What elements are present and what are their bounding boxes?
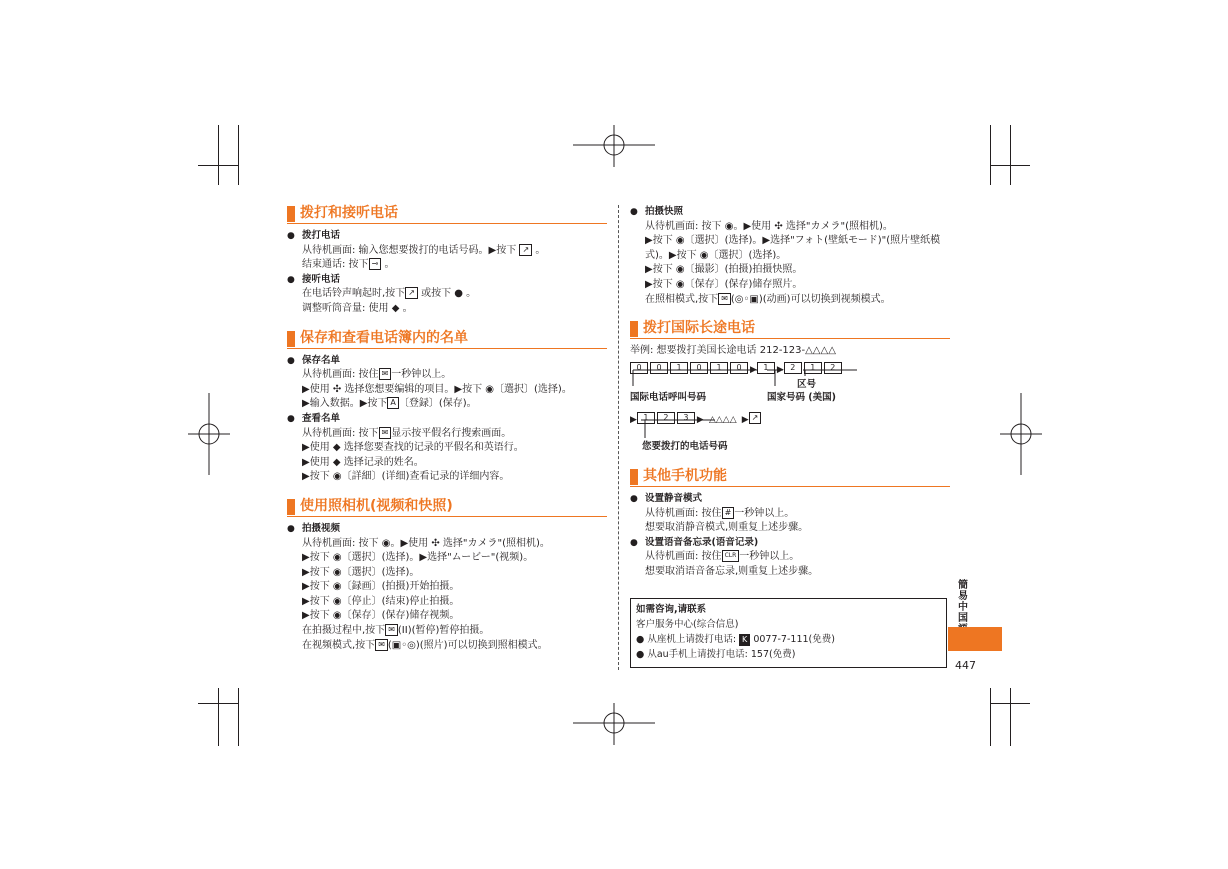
digit-box: 0 [630, 362, 648, 374]
hash-key-icon: # [722, 507, 735, 519]
heading-bar [287, 499, 295, 515]
text-line: ▶按下 ◉〔録画〕(拍摄)开始拍摄。 [302, 581, 460, 593]
text: 一秒钟以上。 [734, 507, 795, 519]
number-bracket-line [635, 418, 725, 440]
digit-box: 1 [710, 362, 728, 374]
crop-mark [218, 688, 219, 746]
text: 0077-7-111(免费) [753, 634, 835, 645]
arrow-icon: ▶ [750, 365, 757, 375]
bullet-heading: ● 拍摄快照 [630, 205, 950, 220]
text-line: ▶使用 ✣ 选择您想要编辑的项目。▶按下 ◉〔選択〕(选择)。 [302, 383, 572, 395]
registration-mark-top [573, 125, 655, 167]
contact-subtitle: 客户服务中心(综合信息) [636, 619, 739, 630]
contact-title: 如需咨询,请联系 [636, 604, 707, 615]
text-line: ▶按下 ◉〔停止〕(结束)停止拍摄。 [302, 595, 460, 607]
side-tab-label: 簡易中国 [958, 580, 968, 624]
text-line: ▶按下 ◉〔詳細〕(详细)查看记录的详细内容。 [302, 471, 510, 483]
registration-mark-left [188, 393, 230, 475]
call-key-icon: ↗ [749, 412, 762, 424]
text-line: 从待机画面: 输入您想要拨打的电话号码。▶按下 ↗ 。 [302, 244, 546, 256]
bullet-heading: ● 设置静音模式 [630, 492, 950, 507]
text: 一秒钟以上。 [391, 369, 452, 381]
mail-key-icon: ✉ [375, 639, 388, 651]
crop-mark [990, 125, 991, 185]
mail-key-icon: ✉ [379, 368, 392, 380]
call-key-icon: ↗ [519, 244, 532, 256]
crop-mark [990, 688, 991, 746]
column-divider [618, 205, 619, 670]
text: ( [387, 639, 392, 651]
text-line: ▶按下 ◉〔撮影〕(拍摄)拍摄快照。 [645, 264, 803, 276]
photo-video-icon: ◎◦▣ [734, 293, 759, 305]
text-line: 调整听筒音量: 使用 ◆ 。 [302, 302, 413, 314]
text-line: 式)。▶按下 ◉〔選択〕(选择)。 [645, 249, 787, 261]
text: 显示按平假名行搜索画面。 [391, 427, 512, 439]
side-tab [948, 627, 1002, 651]
text-line: 从待机画面: 按下 ◉。▶使用 ✣ 选择"カメラ"(照相机)。 [302, 537, 550, 549]
mail-key-icon: ✉ [385, 624, 398, 636]
mail-key-icon: ✉ [379, 427, 392, 439]
intl-code-label: 国际电话呼叫号码 [630, 392, 707, 403]
digit-box: 1 [637, 412, 655, 424]
text-line: ▶使用 ◆ 选择您要查找的记录的平假名和英语行。 [302, 442, 524, 454]
digit-box: 2 [824, 362, 842, 374]
video-photo-icon: ▣◦◎ [391, 639, 416, 651]
text-line: ▶按下 ◉〔選択〕(选择)。 [302, 566, 420, 578]
text: ( [730, 293, 735, 305]
text-line: ▶按下 ◉〔保存〕(保存)储存照片。 [645, 278, 803, 290]
crop-mark [218, 125, 219, 185]
digit-box: 2 [657, 412, 675, 424]
crop-mark [1010, 688, 1011, 746]
crop-mark [238, 688, 239, 746]
section-title: 保存和查看电话簿内的名单 [300, 329, 468, 346]
text-line: 从待机画面: 按下 ◉。▶使用 ✣ 选择"カメラ"(照相机)。 [645, 220, 893, 232]
text-line [287, 397, 607, 412]
mail-key-icon: ✉ [718, 293, 731, 305]
heading-bar [287, 206, 295, 222]
text-line: ▶按下 ◉〔選択〕(选择)。▶选择"ムービー"(视频)。 [302, 552, 534, 564]
digit-box: 0 [650, 362, 668, 374]
contact-box [630, 598, 947, 668]
heading-bar [630, 469, 638, 485]
text: )(动画)可以切换到视频模式。 [758, 293, 891, 305]
text: 从待机画面: 按下 [302, 427, 379, 439]
text-line [630, 550, 950, 565]
text: 一秒钟以上。 [739, 551, 800, 563]
text: 从待机画面: 按住 [645, 507, 722, 519]
registration-mark-bottom [573, 703, 655, 745]
text-line [630, 507, 950, 522]
arrow-icon: ▶ [696, 415, 704, 425]
bullet-heading: ● 拨打电话 [287, 229, 607, 244]
section-heading [287, 330, 607, 349]
text-line [630, 293, 950, 308]
bullet-heading: ● 设置语音备忘录(语音记录) [630, 536, 950, 551]
arrow-icon: ▶ [630, 415, 637, 425]
text-line [287, 624, 607, 639]
bullet-heading: ● 接听电话 [287, 273, 607, 288]
arrow-icon: ▶ [741, 415, 749, 425]
section-heading [287, 498, 607, 517]
triangles: △△△△ [708, 415, 737, 425]
text: 结束通话: 按下 [302, 259, 369, 271]
text: 或按下 [421, 288, 452, 300]
text-line: 想要取消静音模式,则重复上述步骤。 [645, 522, 809, 534]
crop-mark [1010, 125, 1011, 185]
digit-box: 0 [730, 362, 748, 374]
section-title: 使用照相机(视频和快照) [300, 497, 453, 514]
k-logo-icon: K [739, 634, 750, 646]
text-line: 在电话铃声响起时,按下 ↗ 或按下 ● 。 [302, 288, 477, 300]
heading-bar [287, 331, 295, 347]
text: 〔登録〕(保存)。 [398, 398, 477, 410]
section-title: 拨打国际长途电话 [643, 320, 755, 337]
section-heading [630, 468, 950, 487]
digit-box: 1 [804, 362, 822, 374]
text-line [287, 427, 607, 442]
section-heading [630, 320, 950, 339]
text: 从待机画面: 按住 [645, 551, 722, 563]
text: 从待机画面: 输入您想要拨打的电话号码。▶按下 [302, 244, 517, 256]
text-line: 结束通话: 按下 ⊸ 。 [302, 259, 395, 271]
clear-key-icon: CLR [722, 550, 740, 562]
text: 从待机画面: 按住 [302, 369, 379, 381]
digit-box: 1 [757, 362, 775, 374]
text-line [287, 368, 607, 383]
digit-box: 0 [690, 362, 708, 374]
other-functions [630, 468, 950, 580]
text: 从座机上请拨打电话: [647, 634, 740, 645]
text: 从au手机上请拨打电话: 157(免费) [647, 649, 796, 660]
a-key-icon: A [387, 397, 398, 409]
text-line: ▶使用 ◆ 选择记录的姓名。 [302, 456, 424, 468]
section-title: 其他手机功能 [643, 468, 727, 484]
section-heading [287, 205, 607, 224]
crop-mark [238, 125, 239, 185]
text: 调整听筒音量: 使用 [302, 302, 389, 314]
text: 在电话铃声响起时,按下 [302, 288, 406, 300]
text: ▶输入数据。▶按下 [302, 398, 388, 410]
arrow-icon: ▶ [776, 365, 784, 375]
text-line: 想要取消语音备忘录,则重复上述步骤。 [645, 565, 819, 577]
digit-box: 3 [677, 412, 695, 424]
text-line: ▶按下 ◉〔保存〕(保存)储存视频。 [302, 610, 460, 622]
text-line [287, 639, 607, 654]
text-line: ▶按下 ◉〔選択〕(选择)。▶选择"フォト(壁紙モード)"(照片壁纸模 [645, 235, 941, 247]
section-title: 拨打和接听电话 [300, 205, 398, 221]
contact-line: ● 从au手机上请拨打电话: 157(免费) [636, 649, 796, 660]
contact-line: ● 从座机上请拨打电话: K 0077-7-111(免费) [636, 634, 835, 645]
text: 在视频模式,按下 [302, 639, 376, 651]
example-text: 举例: 想要拨打美国长途电话 212-123-△△△△ [630, 345, 836, 357]
digit-box: 1 [670, 362, 688, 374]
call-key-icon: ↗ [405, 287, 418, 299]
text: 在照相模式,按下 [645, 293, 719, 305]
country-code-label: 国家号码 (美国) [767, 392, 836, 403]
registration-mark-right [1000, 393, 1042, 475]
number-label: 您要拨打的电话号码 [642, 441, 728, 452]
bullet-heading: ● 查看名单 [287, 412, 607, 427]
right-column [630, 205, 950, 359]
text: )(照片)可以切换到照相模式。 [415, 639, 548, 651]
page-number: 447 [955, 659, 976, 672]
text: (II)(暂停)暂停拍摄。 [397, 625, 490, 637]
text: 在拍摄过程中,按下 [302, 625, 386, 637]
area-code-label: 区号 [797, 379, 817, 390]
end-key-icon: ⊸ [369, 258, 382, 270]
digit-box: 2 [784, 362, 802, 374]
bullet-heading: ● 拍摄视频 [287, 522, 607, 537]
bullet-heading: ● 保存名单 [287, 354, 607, 369]
heading-bar [630, 321, 638, 337]
left-column [287, 205, 607, 653]
